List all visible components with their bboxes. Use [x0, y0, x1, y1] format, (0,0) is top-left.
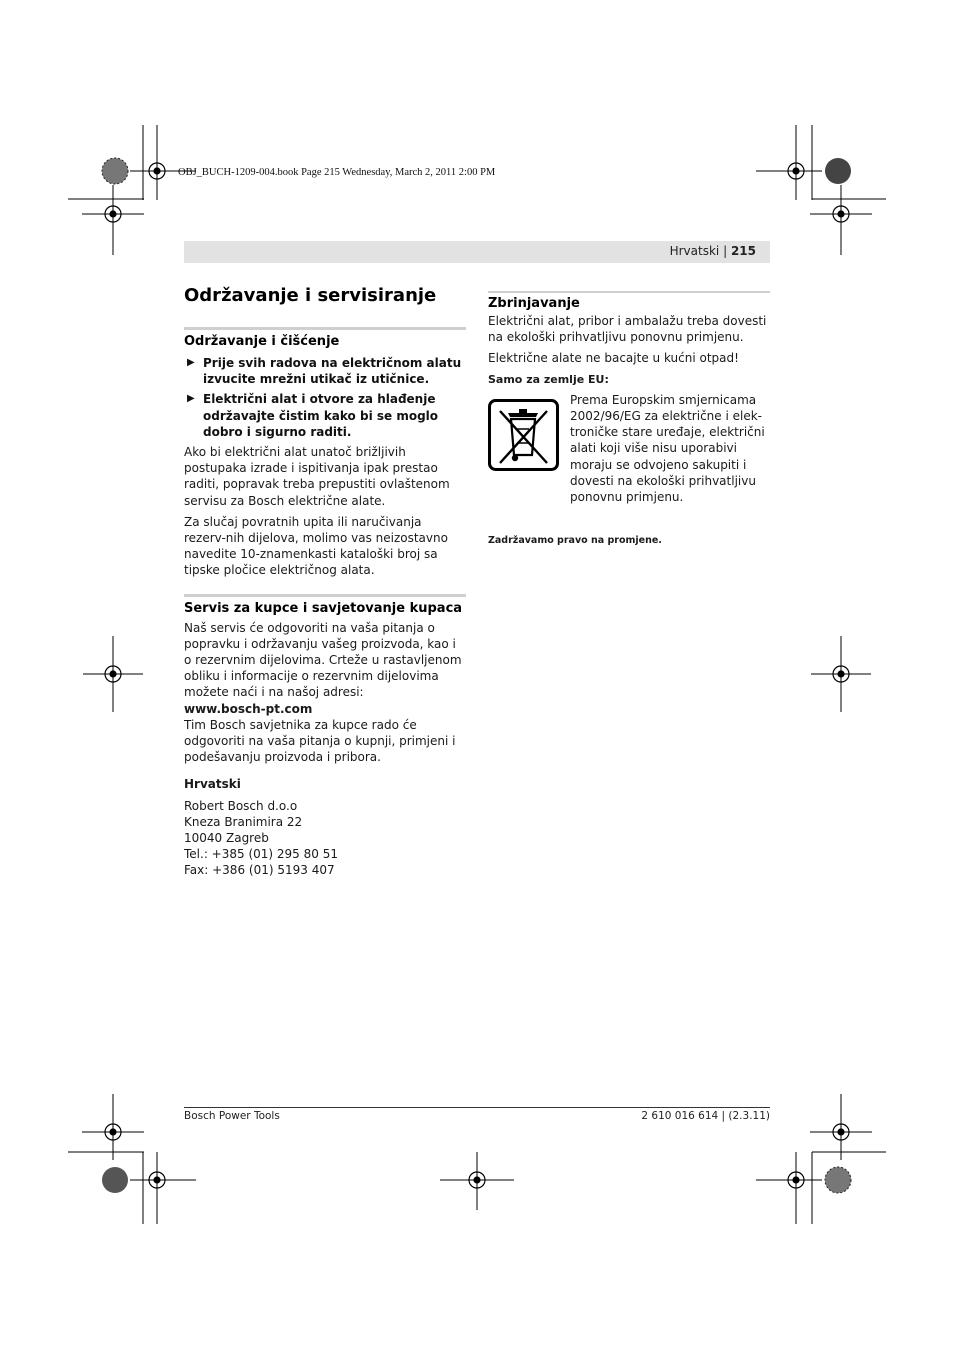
- eu-label: Samo za zemlje EU:: [488, 372, 609, 386]
- paragraph: Električni alat, pribor i ambalažu treba dovesti na ekološki prihvatljivu ponovnu primjenu.: [488, 314, 767, 345]
- bullet-triangle-icon: ▶: [187, 357, 195, 368]
- maintenance-heading: Održavanje i čišćenje: [184, 334, 340, 349]
- page-header: [670, 244, 756, 258]
- section-rule: [184, 327, 466, 330]
- bullet-text: Električni alat i otvore za hlađenje održavajte čistim kako bi se moglo dobro i sigurno raditi.: [203, 392, 439, 439]
- header-language: Hrvatski: [669, 244, 720, 258]
- website-link[interactable]: www.bosch-pt.com: [184, 701, 313, 716]
- header-separator: |: [723, 244, 728, 258]
- country-label: Hrvatski: [184, 777, 241, 792]
- bullet-triangle-icon: ▶: [187, 393, 195, 405]
- footer-doc-number: 2 610 016 614 | (2.3.11): [641, 1110, 770, 1122]
- page-title: Održavanje i servisiranje: [184, 285, 437, 306]
- left-column: [184, 285, 466, 879]
- paragraph: Tim Bosch savjetnika za kupce rado će odgovoriti na vaša pitanja o kupnji, primjeni i podešavanju proizvoda i pribora.: [184, 717, 456, 765]
- disposal-heading: Zbrinjavanje: [488, 296, 580, 311]
- service-heading: Servis za kupce i savjetovanje kupaca: [184, 600, 463, 616]
- footer-rule: [184, 1107, 770, 1108]
- address-line: Kneza Branimira 22: [184, 814, 303, 829]
- crossed-out-wheelie-bin-icon: [488, 399, 559, 471]
- paragraph: Ako bi električni alat unatoč brižljivih postupaka izrade i ispitivanja ipak prestao raditi, popravak treba prepustiti ovlaštenom servisu za Bosch električne alate.: [184, 445, 450, 508]
- bullet-item: [184, 355, 466, 387]
- page-number: 215: [730, 244, 756, 258]
- bullet-text: Prije svih radova na električnom alatu izvucite mrežni utikač iz utičnice.: [203, 356, 462, 387]
- address-block: [184, 798, 466, 879]
- file-slug: OBJ_BUCH-1209-004.book Page 215 Wednesday, March 2, 2011 2:00 PM: [178, 167, 496, 178]
- address-line: 10040 Zagreb: [184, 831, 269, 846]
- reserved-notice: Zadržavamo pravo na promjene.: [488, 535, 662, 547]
- address-line: Tel.: +385 (01) 295 80 51: [184, 847, 338, 862]
- footer-brand: Bosch Power Tools: [184, 1110, 280, 1122]
- paragraph: Za slučaj povratnih upita ili naručivanja rezerv-nih dijelova, molimo vas neizostavno navedite 10-znamenkasti kataloški broj sa tipske pločice električnog alata.: [184, 514, 448, 578]
- section-rule: [488, 291, 770, 293]
- page-header-bar: [184, 241, 770, 263]
- paragraph: Naš servis će odgovoriti na vaša pitanja o popravku i održavanju vašeg proizvoda, kao i o rezervnim dijelovima. Crteže u rastavljenom obliku i informacije o rezervnim dijelovima možete naći i na našoj adresi:: [184, 620, 462, 700]
- paragraph: Električne alate ne bacajte u kućni otpad!: [488, 351, 739, 366]
- bullet-item: [184, 391, 466, 440]
- section-rule: [184, 594, 466, 597]
- address-line: Robert Bosch d.o.o: [184, 798, 298, 813]
- address-line: Fax: +386 (01) 5193 407: [184, 863, 335, 878]
- eu-paragraph: Prema Europskim smjernicama 2002/96/EG za električne i elek-troničke stare uređaje, električni alati koji više nisu uporabivi moraju se odvojeno sakupiti i dovesti na ekološki prihvatljivu ponovnu primjenu.: [570, 392, 765, 505]
